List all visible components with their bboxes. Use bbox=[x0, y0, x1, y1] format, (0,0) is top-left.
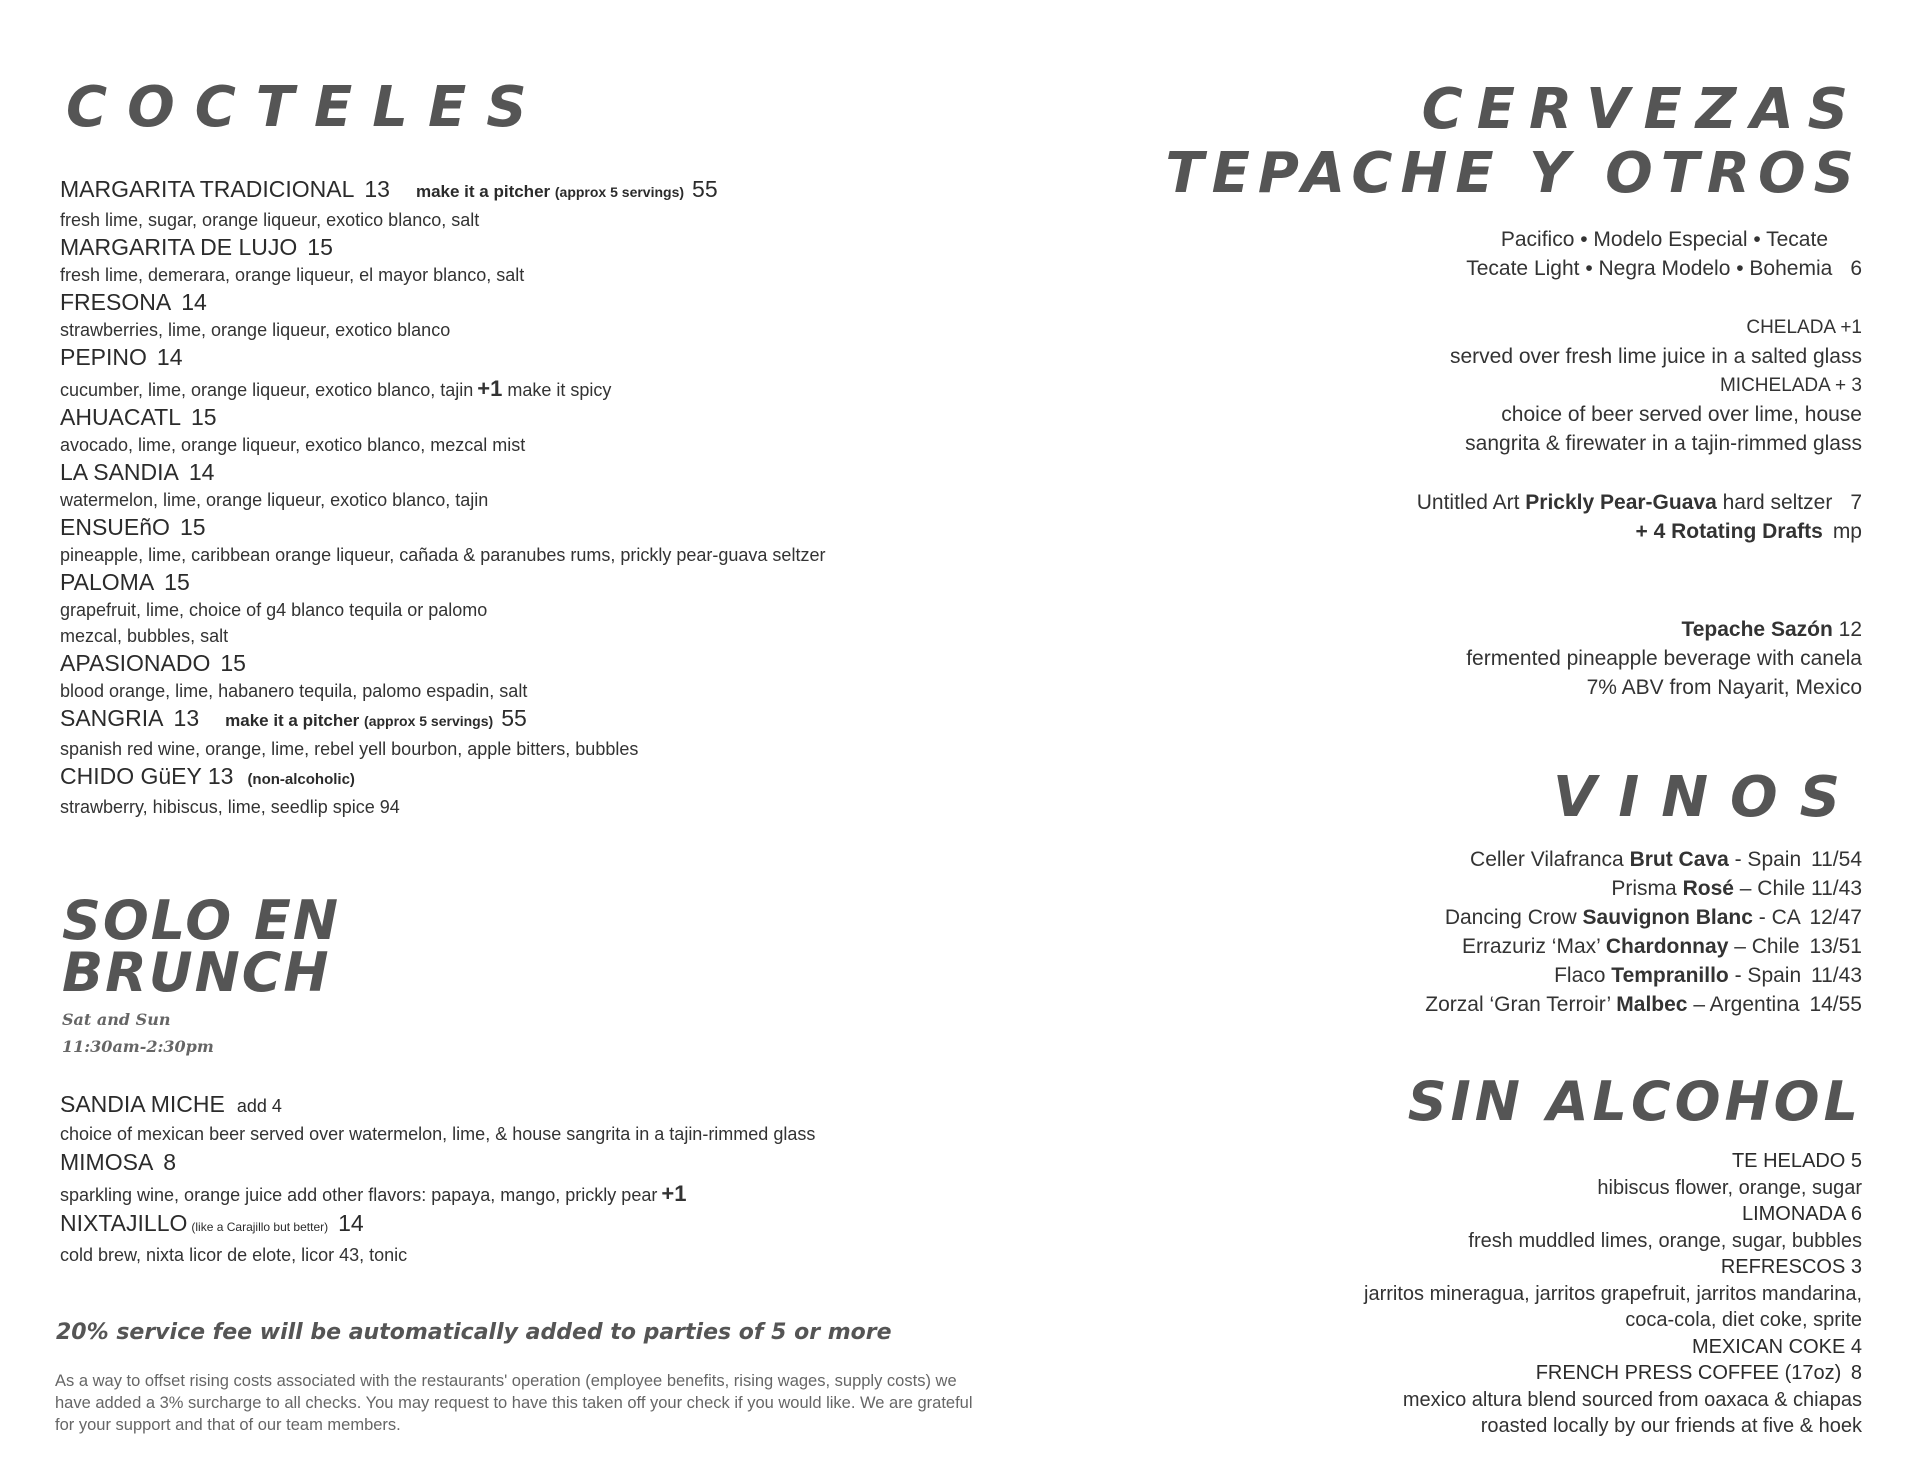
item-desc: strawberries, lime, orange liqueur, exotico blanco bbox=[60, 320, 451, 340]
item-price: 13 bbox=[364, 176, 390, 202]
item-desc: spanish red wine, orange, lime, rebel yell bourbon, apple bitters, bubbles bbox=[60, 739, 639, 759]
item-price: 14 bbox=[188, 459, 215, 485]
wine-origin: – Argentina bbox=[1693, 993, 1800, 1016]
pitcher-note: (approx 5 servings) bbox=[554, 184, 685, 200]
wine-list bbox=[1425, 845, 1862, 1019]
beer-price: 6 bbox=[1850, 257, 1862, 280]
service-fee-note: 20% service fee will be automatically added to parties of 5 or more bbox=[56, 1320, 892, 1345]
menu-item bbox=[60, 513, 960, 568]
cervezas-heading-line1: CERVEZAS bbox=[1421, 77, 1862, 142]
brunch-heading-line1: SOLO EN bbox=[62, 889, 341, 952]
item-name: NIXTAJILLO bbox=[60, 1210, 188, 1236]
wine-item bbox=[1425, 845, 1862, 874]
wine-price: 13/51 bbox=[1809, 935, 1862, 958]
menu-item bbox=[60, 233, 960, 288]
item-name: FRESONA bbox=[60, 289, 172, 315]
tepache-desc-1: fermented pineapple beverage with canela bbox=[1466, 647, 1862, 670]
item-name: ENSUEñO bbox=[60, 514, 170, 540]
sin-alcohol-heading: SIN ALCOHOL bbox=[1407, 1070, 1862, 1133]
limonada-desc: fresh muddled limes, orange, sugar, bubbles bbox=[1468, 1229, 1862, 1252]
wine-name: Sauvignon Blanc bbox=[1582, 906, 1753, 929]
brunch-list bbox=[60, 1090, 960, 1269]
wine-origin: - CA bbox=[1758, 906, 1800, 929]
michelada-desc-2: sangrita & firewater in a tajin-rimmed glass bbox=[1465, 432, 1862, 455]
menu-item bbox=[60, 288, 960, 343]
cocteles-heading: COCTELES bbox=[66, 75, 547, 140]
refrescos-desc-1: jarritos mineragua, jarritos grapefruit, jarritos mandarina, bbox=[1364, 1282, 1862, 1305]
item-name: MARGARITA TRADICIONAL bbox=[60, 176, 355, 202]
item-name: MARGARITA DE LUJO bbox=[60, 234, 298, 260]
wine-item bbox=[1425, 961, 1862, 990]
item-desc: avocado, lime, orange liqueur, exotico blanco, mezcal mist bbox=[60, 435, 526, 455]
item-price: 14 bbox=[181, 289, 207, 315]
item-price: 13 bbox=[173, 705, 200, 731]
wine-price: 12/47 bbox=[1809, 906, 1862, 929]
mexican-coke-name: MEXICAN COKE 4 bbox=[1691, 1335, 1862, 1358]
chelada-name: CHELADA +1 bbox=[1746, 317, 1862, 338]
wine-origin: - Spain bbox=[1734, 964, 1802, 987]
pitcher-price: 55 bbox=[501, 705, 527, 731]
coffee-desc-1: mexico altura blend sourced from oaxaca & chiapas bbox=[1402, 1388, 1862, 1411]
wine-producer: Zorzal ‘Gran Terroir’ bbox=[1425, 993, 1611, 1016]
wine-origin: – Chile bbox=[1734, 935, 1800, 958]
menu-item bbox=[60, 175, 960, 233]
michelada-desc-1: choice of beer served over lime, house bbox=[1501, 403, 1862, 426]
wine-producer: Errazuriz ‘Max’ bbox=[1461, 935, 1601, 958]
pitcher-label: make it a pitcher bbox=[415, 182, 551, 201]
brunch-days: Sat and Sun bbox=[62, 1010, 171, 1029]
menu-item bbox=[60, 1090, 960, 1147]
wine-name: Brut Cava bbox=[1629, 848, 1729, 871]
menu-item bbox=[60, 568, 960, 649]
brunch-heading bbox=[62, 889, 341, 1004]
menu-item bbox=[60, 1209, 960, 1268]
item-name: PEPINO bbox=[60, 344, 147, 370]
spicy-label: make it spicy bbox=[507, 380, 612, 400]
seltzer-brand: Untitled Art bbox=[1416, 491, 1520, 514]
item-price: 15 bbox=[307, 234, 333, 260]
limonada-name: LIMONADA 6 bbox=[1741, 1203, 1862, 1225]
pitcher-label: make it a pitcher bbox=[225, 711, 360, 730]
wine-item bbox=[1425, 990, 1862, 1019]
item-desc: sparkling wine, orange juice add other flavors: papaya, mango, prickly pear bbox=[60, 1185, 658, 1205]
item-desc: fresh lime, sugar, orange liqueur, exotico blanco, salt bbox=[60, 210, 480, 230]
item-desc: cold brew, nixta licor de elote, licor 43, tonic bbox=[60, 1245, 408, 1265]
item-desc: choice of mexican beer served over watermelon, lime, & house sangrita in a tajin-rimmed glass bbox=[60, 1124, 816, 1144]
tepache-name: Tepache Sazón bbox=[1681, 618, 1833, 641]
wine-price: 11/54 bbox=[1811, 848, 1862, 871]
item-desc: pineapple, lime, caribbean orange liqueur, cañada & paranubes rums, prickly pear-guava seltzer bbox=[60, 545, 826, 565]
vinos-heading: VINOS bbox=[1553, 765, 1862, 830]
item-note: add 4 bbox=[236, 1096, 282, 1116]
coffee-size: (17oz) bbox=[1784, 1362, 1842, 1384]
beer-line-1: Pacifico • Modelo Especial • Tecate bbox=[1500, 228, 1828, 251]
wine-producer: Dancing Crow bbox=[1444, 906, 1577, 929]
item-name: MIMOSA bbox=[60, 1149, 154, 1175]
wine-item bbox=[1425, 874, 1862, 903]
brunch-heading-line2: BRUNCH bbox=[62, 941, 331, 1004]
tepache-desc-2: 7% ABV from Nayarit, Mexico bbox=[1586, 676, 1862, 699]
refrescos-desc-2: coca-cola, diet coke, sprite bbox=[1625, 1309, 1862, 1331]
item-desc: fresh lime, demerara, orange liqueur, el mayor blanco, salt bbox=[60, 265, 525, 285]
coffee-item bbox=[1364, 1360, 1862, 1387]
beer-line-2: Tecate Light • Negra Modelo • Bohemia bbox=[1466, 257, 1833, 280]
wine-producer: Prisma bbox=[1611, 877, 1677, 900]
beer-list bbox=[1466, 225, 1862, 283]
item-desc: blood orange, lime, habanero tequila, palomo espadin, salt bbox=[60, 681, 528, 701]
te-helado-name: TE HELADO 5 bbox=[1731, 1150, 1862, 1172]
pitcher-price: 55 bbox=[692, 176, 718, 202]
seltzer-section bbox=[1417, 488, 1862, 546]
item-name: AHUACATL bbox=[60, 404, 181, 430]
item-name: PALOMA bbox=[60, 569, 155, 595]
item-price: 15 bbox=[220, 650, 246, 676]
coffee-name: FRENCH PRESS COFFEE bbox=[1535, 1362, 1780, 1384]
drafts-price: mp bbox=[1832, 520, 1862, 543]
wine-producer: Celler Vilafranca bbox=[1470, 848, 1624, 871]
spicy-price: +1 bbox=[477, 376, 503, 401]
coffee-price: 8 bbox=[1850, 1362, 1862, 1384]
wine-name: Malbec bbox=[1616, 993, 1688, 1016]
item-name: CHIDO GüEY bbox=[60, 763, 202, 789]
surcharge-note: As a way to offset rising costs associated with the restaurants' operation (employee benefits, rising wages, supply costs) we have added a 3% surcharge to all checks. You may request to have this taken off your check if you would like. We are grateful for your support and that of our team members. bbox=[55, 1372, 973, 1434]
menu-item bbox=[60, 649, 960, 704]
menu-item bbox=[60, 343, 960, 403]
item-desc: cucumber, lime, orange liqueur, exotico blanco, tajin bbox=[60, 380, 474, 400]
wine-name: Chardonnay bbox=[1605, 935, 1729, 958]
wine-item bbox=[1425, 932, 1862, 961]
chelada-section bbox=[1450, 313, 1862, 458]
item-desc: strawberry, hibiscus, lime, seedlip spice 94 bbox=[60, 797, 400, 817]
pitcher-note: (approx 5 servings) bbox=[364, 713, 494, 729]
item-note: (like a Carajillo but better) bbox=[191, 1220, 329, 1234]
wine-price: 14/55 bbox=[1809, 993, 1862, 1016]
coffee-desc-2: roasted locally by our friends at five & hoek bbox=[1480, 1415, 1862, 1437]
item-name: SANGRIA bbox=[60, 705, 164, 731]
item-price: 15 bbox=[191, 404, 217, 430]
tepache-price: 12 bbox=[1838, 618, 1862, 641]
seltzer-name: Prickly Pear-Guava bbox=[1525, 491, 1717, 514]
item-desc: watermelon, lime, orange liqueur, exotico blanco, tajin bbox=[60, 490, 489, 510]
seltzer-type: hard seltzer bbox=[1722, 491, 1833, 514]
wine-name: Tempranillo bbox=[1611, 964, 1729, 987]
seltzer-price: 7 bbox=[1850, 491, 1862, 514]
wine-name: Rosé bbox=[1682, 877, 1734, 900]
cervezas-heading bbox=[1165, 77, 1862, 206]
michelada-name: MICHELADA + 3 bbox=[1719, 375, 1862, 396]
wine-origin: – Chile bbox=[1739, 877, 1806, 900]
refrescos-name: REFRESCOS 3 bbox=[1720, 1256, 1862, 1278]
cervezas-heading-line2: TEPACHE Y OTROS bbox=[1165, 141, 1862, 206]
item-desc: grapefruit, lime, choice of g4 blanco tequila or palomo bbox=[60, 600, 488, 620]
wine-producer: Flaco bbox=[1554, 964, 1606, 987]
sin-alcohol-list bbox=[1364, 1148, 1862, 1440]
item-price: 14 bbox=[156, 344, 183, 370]
non-alcoholic-note: (non-alcoholic) bbox=[247, 771, 355, 788]
wine-origin: - Spain bbox=[1734, 848, 1802, 871]
menu-item bbox=[60, 762, 960, 820]
item-name: SANDIA MICHE bbox=[60, 1091, 225, 1117]
wine-price: 11/43 bbox=[1811, 877, 1862, 900]
item-price: 14 bbox=[338, 1210, 364, 1236]
drafts-label: + 4 Rotating Drafts bbox=[1635, 520, 1823, 543]
item-desc-line2: mezcal, bubbles, salt bbox=[60, 626, 229, 646]
item-name: APASIONADO bbox=[60, 650, 211, 676]
brunch-hours: 11:30am-2:30pm bbox=[62, 1037, 214, 1056]
item-name: LA SANDIA bbox=[60, 459, 179, 485]
wine-price: 11/43 bbox=[1811, 964, 1862, 987]
item-price: 8 bbox=[163, 1149, 177, 1175]
wine-item bbox=[1425, 903, 1862, 932]
te-helado-desc: hibiscus flower, orange, sugar bbox=[1597, 1176, 1862, 1199]
menu-item bbox=[60, 704, 960, 762]
cocteles-list bbox=[60, 175, 960, 820]
menu-item bbox=[60, 1148, 960, 1208]
item-price: 15 bbox=[164, 569, 190, 595]
item-addon-price: +1 bbox=[661, 1181, 687, 1206]
menu-item bbox=[60, 458, 960, 513]
menu-item bbox=[60, 403, 960, 458]
item-price: 15 bbox=[179, 514, 206, 540]
tepache-section bbox=[1466, 615, 1862, 702]
chelada-desc: served over fresh lime juice in a salted glass bbox=[1449, 345, 1862, 368]
item-price: 13 bbox=[207, 763, 234, 789]
